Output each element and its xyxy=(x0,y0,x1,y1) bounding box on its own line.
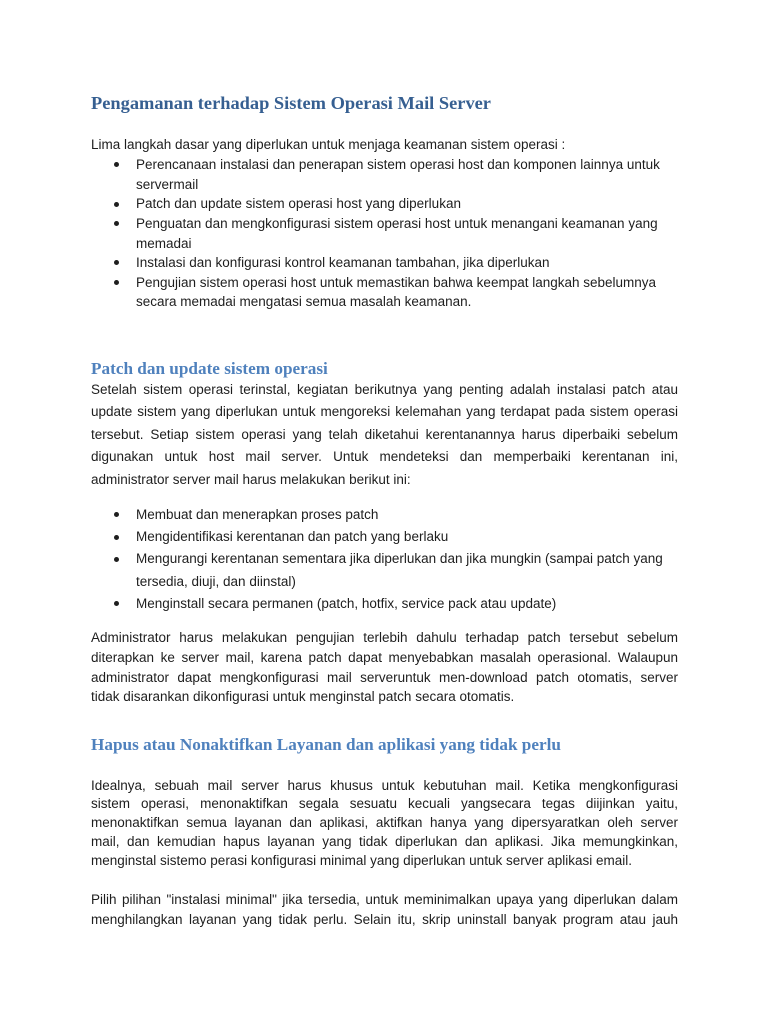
paragraph-line: digunakan untuk host mail server. Untuk mendeteksi dan memperbaiki kerentanan ini, xyxy=(91,449,678,465)
list-item xyxy=(136,253,678,273)
patch-actions-list xyxy=(136,504,678,615)
section-heading-services: Hapus atau Nonaktifkan Layanan dan aplikasi yang tidak perlu xyxy=(91,735,561,754)
paragraph-line: tersebut. Setiap sistem operasi yang telah diketahui kerentanannya harus diperbaiki sebelum xyxy=(91,426,678,442)
list-item xyxy=(136,526,678,548)
list-item xyxy=(136,548,678,592)
paragraph-line: diterapkan ke server mail, karena patch dapat menyebabkan masalah operasional. Walaupun xyxy=(91,649,678,665)
paragraph-line: Setelah sistem operasi terinstal, kegiatan berikutnya yang penting adalah instalasi patch atau xyxy=(91,381,678,397)
bullet-icon xyxy=(114,535,119,540)
paragraph-line: administrator server mail harus melakukan berikut ini: xyxy=(91,471,411,487)
bullet-icon xyxy=(114,557,119,562)
list-item-text: memadai xyxy=(136,235,192,251)
paragraph-line: Idealnya, sebuah mail server harus khusus untuk kebutuhan mail. Ketika mengkonfigurasi xyxy=(91,777,678,793)
paragraph-line: Administrator harus melakukan pengujian terlebih dahulu terhadap patch tersebut sebelum xyxy=(91,630,678,646)
bullet-icon xyxy=(114,280,119,285)
bullet-icon xyxy=(114,512,119,517)
paragraph-line: menghilangkan layanan yang tidak perlu. Selain itu, skrip uninstall banyak program atau jauh xyxy=(91,912,678,927)
paragraph-line: administrator dapat mengkonfigurasi mail serveruntuk men-download patch otomatis, server xyxy=(91,669,678,685)
list-item-text: Pengujian sistem operasi host untuk memastikan bahwa keempat langkah sebelumnya xyxy=(136,274,657,290)
bullet-icon xyxy=(114,601,119,606)
list-item-text: Penguatan dan mengkonfigurasi sistem operasi host untuk menangani keamanan yang xyxy=(136,215,658,231)
intro-text: Lima langkah dasar yang diperlukan untuk menjaga keamanan sistem operasi : xyxy=(91,137,566,153)
list-item-text: Perencanaan instalasi dan penerapan sistem operasi host dan komponen lainnya untuk xyxy=(136,157,660,173)
page-title: Pengamanan terhadap Sistem Operasi Mail Server xyxy=(91,93,491,113)
paragraph-line: mail, dan kemudian hapus layanan yang tidak diperlukan dan aplikasi. Jika memungkinkan, xyxy=(91,834,678,850)
list-item-text: Menginstall secara permanen (patch, hotfix, service pack atau update) xyxy=(136,595,557,611)
paragraph-line: Pilih pilihan "instalasi minimal" jika tersedia, untuk meminimalkan upaya yang diperlukan dalam xyxy=(91,892,678,907)
services-paragraph-2 xyxy=(91,890,678,930)
list-item-text: servermail xyxy=(136,176,199,192)
services-paragraph-1 xyxy=(91,777,678,872)
intro-paragraph xyxy=(91,135,678,155)
list-item xyxy=(136,504,678,526)
paragraph-line: sistem operasi, menonaktifkan segala sesuatu kecuali yangsecara tegas diijinkan yaitu, xyxy=(91,796,678,812)
bullet-icon xyxy=(114,260,119,265)
paragraph-line: menginstal sistemo perasi konfigurasi minimal yang diperlukan untuk server aplikasi email. xyxy=(91,853,632,869)
section-heading-patch: Patch dan update sistem operasi xyxy=(91,359,328,378)
security-steps-list xyxy=(136,155,678,312)
patch-paragraph-1 xyxy=(91,379,678,492)
list-item-text: Mengurangi kerentanan sementara jika diperlukan dan jika mungkin (sampai patch yang xyxy=(136,551,663,567)
bullet-icon xyxy=(114,202,119,207)
list-item xyxy=(136,155,678,194)
list-item-text: Membuat dan menerapkan proses patch xyxy=(136,506,379,522)
bullet-icon xyxy=(114,162,119,167)
list-item xyxy=(136,194,678,214)
paragraph-line: menonaktifkan semua layanan dan aplikasi, aktifkan hanya yang dipersyaratkan oleh server xyxy=(91,815,678,831)
list-item-text: Mengidentifikasi kerentanan dan patch yang berlaku xyxy=(136,529,449,545)
list-item-text: tersedia, diuji, dan diinstal) xyxy=(136,573,296,589)
list-item xyxy=(136,273,678,312)
list-item-text: secara memadai mengatasi semua masalah keamanan. xyxy=(136,294,472,310)
bullet-icon xyxy=(114,221,119,226)
list-item-text: Patch dan update sistem operasi host yang diperlukan xyxy=(136,196,461,212)
list-item-text: Instalasi dan konfigurasi kontrol keamanan tambahan, jika diperlukan xyxy=(136,255,550,271)
patch-paragraph-2 xyxy=(91,628,678,707)
list-item xyxy=(136,593,678,615)
paragraph-line: update sistem yang diperlukan untuk mengoreksi kelemahan yang terdapat pada sistem operasi xyxy=(91,404,678,420)
paragraph-line: tidak disarankan dikonfigurasi untuk menginstal patch secara otomatis. xyxy=(91,689,515,705)
list-item xyxy=(136,214,678,253)
